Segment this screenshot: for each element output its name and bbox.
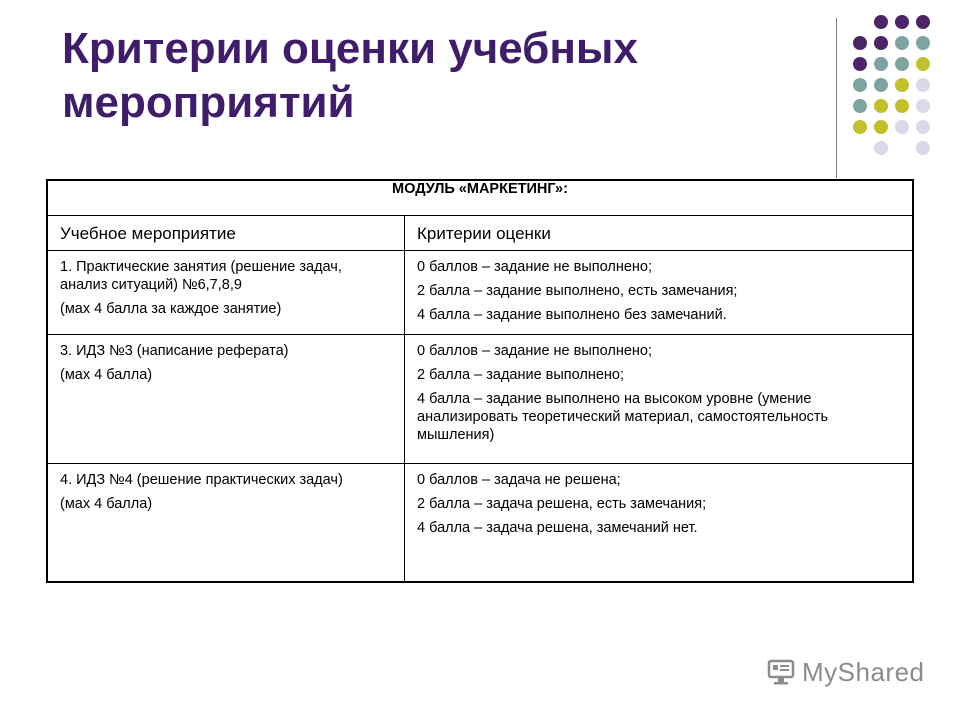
criteria-line: 2 балла – задание выполнено, есть замечания; — [417, 283, 738, 299]
activity-max-points: (мах 4 балла за каждое занятие) — [60, 301, 282, 317]
decorative-dot-grid — [848, 12, 948, 162]
column-header-criteria: Критерии оценки — [405, 216, 914, 251]
criteria-line: 4 балла – задача решена, замечаний нет. — [417, 520, 698, 536]
decorative-dot — [853, 99, 867, 113]
criteria-line: 4 балла – задание выполнено на высоком уровне (умение анализировать теоретический материал, самостоятельность мышления) — [417, 391, 829, 443]
decorative-dot — [895, 120, 909, 134]
activity-text: 1. Практические занятия (решение задач, анализ ситуаций) №6,7,8,9 — [60, 259, 342, 293]
decorative-dot — [874, 36, 888, 50]
criteria-cell — [405, 464, 914, 583]
decorative-dot — [874, 141, 888, 155]
decorative-dot — [916, 120, 930, 134]
criteria-line: 4 балла – задание выполнено без замечаний. — [417, 307, 727, 323]
criteria-line: 0 баллов – задание не выполнено; — [417, 259, 652, 275]
activity-cell — [47, 464, 405, 583]
criteria-line: 2 балла – задача решена, есть замечания; — [417, 496, 707, 512]
activity-max-points: (мах 4 балла) — [60, 496, 153, 512]
criteria-line: 2 балла – задание выполнено; — [417, 367, 625, 383]
decorative-dot — [853, 57, 867, 71]
decorative-dot — [895, 15, 909, 29]
watermark-logo — [766, 655, 925, 689]
decorative-dot — [895, 99, 909, 113]
slide-title: Критерии оценки учебных мероприятий — [62, 24, 638, 127]
activity-text: 3. ИДЗ №3 (написание реферата) — [60, 343, 289, 359]
criteria-line: 0 баллов – задание не выполнено; — [417, 343, 652, 359]
decorative-dot — [895, 36, 909, 50]
table-row — [47, 335, 913, 464]
activity-cell — [47, 335, 405, 464]
column-header-activity: Учебное мероприятие — [47, 216, 405, 251]
decorative-dot — [916, 78, 930, 92]
decorative-dot — [874, 15, 888, 29]
decorative-dot — [874, 99, 888, 113]
decorative-dot — [853, 36, 867, 50]
module-header: МОДУЛЬ «МАРКЕТИНГ»: — [47, 180, 913, 216]
decorative-dot — [895, 78, 909, 92]
activity-text: 4. ИДЗ №4 (решение практических задач) — [60, 472, 343, 488]
decorative-dot — [916, 15, 930, 29]
decorative-dot — [853, 120, 867, 134]
criteria-cell — [405, 335, 914, 464]
table-row — [47, 464, 913, 583]
decorative-dot — [916, 57, 930, 71]
table-row — [47, 251, 913, 335]
divider-line — [836, 18, 837, 178]
decorative-dot — [916, 99, 930, 113]
decorative-dot — [895, 57, 909, 71]
criteria-line: 0 баллов – задача не решена; — [417, 472, 621, 488]
decorative-dot — [874, 78, 888, 92]
activity-max-points: (мах 4 балла) — [60, 367, 153, 383]
decorative-dot — [916, 141, 930, 155]
decorative-dot — [853, 78, 867, 92]
monitor-icon — [766, 657, 796, 687]
activity-cell — [47, 251, 405, 335]
criteria-table — [46, 179, 914, 583]
decorative-dot — [874, 57, 888, 71]
criteria-cell — [405, 251, 914, 335]
decorative-dot — [916, 36, 930, 50]
decorative-dot — [874, 120, 888, 134]
logo-text: MyShared — [802, 656, 925, 687]
